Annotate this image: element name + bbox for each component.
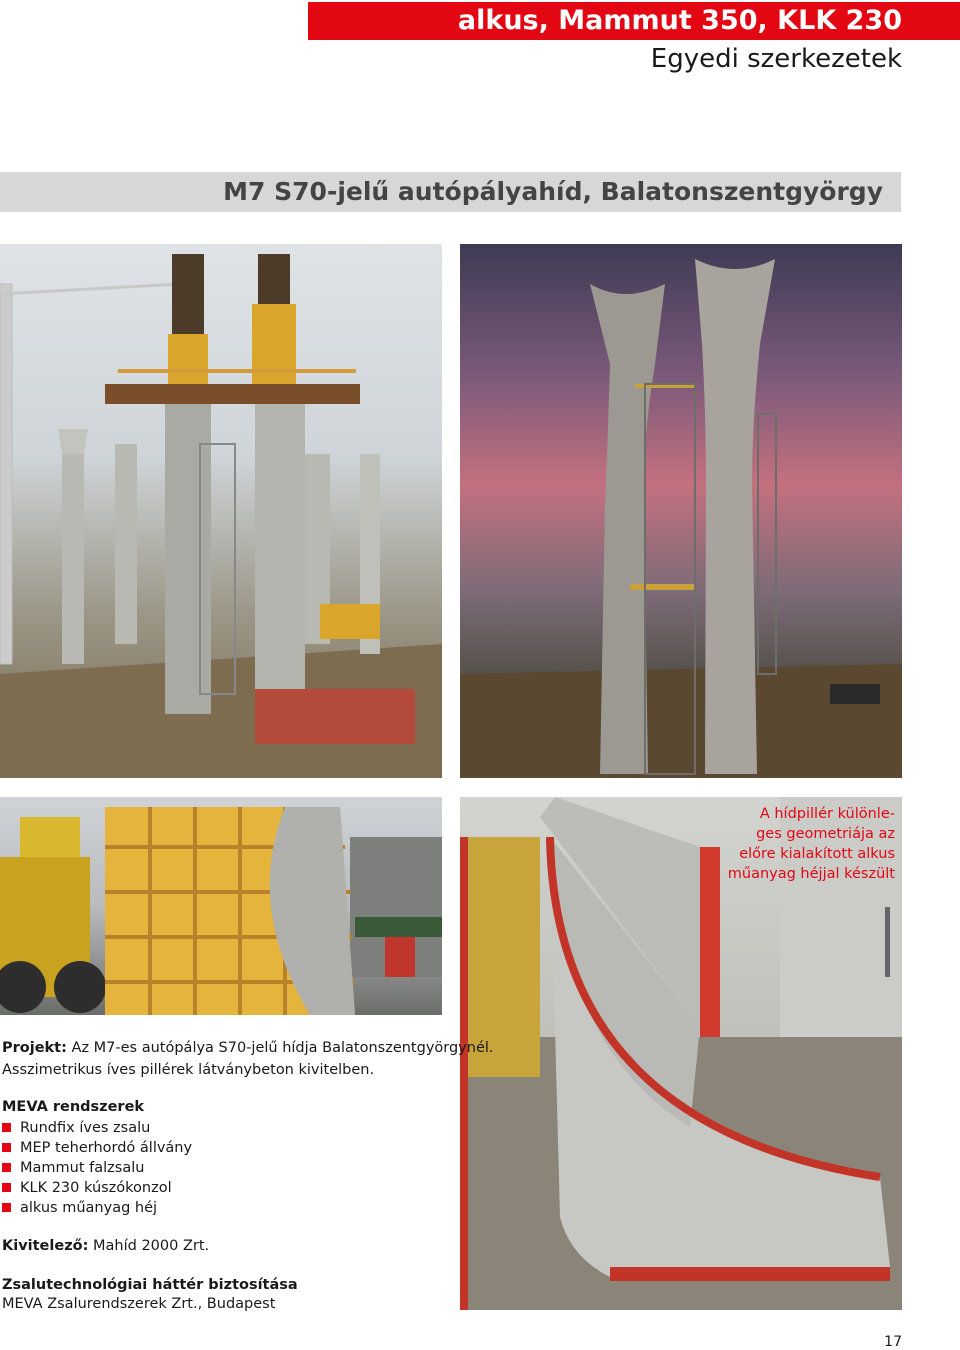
page-number: 17	[884, 1334, 902, 1350]
photo-caption	[700, 804, 895, 884]
list-item-label: KLK 230 kúszókonzol	[20, 1180, 172, 1196]
photo-curved-pillars-sunset	[460, 244, 902, 778]
list-item	[2, 1198, 192, 1218]
project-description: Asszimetrikus íves pillérek látványbeton kivitelben.	[2, 1062, 375, 1078]
list-item-label: alkus műanyag héj	[20, 1200, 158, 1216]
meva-systems-title: MEVA rendszerek	[2, 1099, 145, 1115]
bullet-square-icon	[2, 1123, 11, 1132]
bullet-square-icon	[2, 1163, 11, 1172]
construction-photo-formwork-crane-icon	[0, 797, 442, 1015]
caption-line: műanyag héjjal készült	[727, 866, 895, 882]
bullet-square-icon	[2, 1143, 11, 1152]
list-item	[2, 1118, 192, 1138]
contractor-line	[2, 1238, 209, 1254]
photo-formwork-crane	[0, 797, 442, 1015]
document-title: alkus, Mammut 350, KLK 230	[308, 2, 960, 40]
contractor-value: Mahíd 2000 Zrt.	[93, 1238, 210, 1254]
caption-line: előre kialakított alkus	[739, 846, 895, 862]
project-title-bar: M7 S70-jelű autópályahíd, Balatonszentgyörgy	[0, 172, 901, 212]
caption-line: ges geometriája az	[756, 826, 895, 842]
caption-line: A hídpillér különle-	[759, 806, 895, 822]
meva-systems-list	[2, 1118, 192, 1218]
list-item-label: MEP teherhordó állvány	[20, 1140, 193, 1156]
support-label: Zsalutechnológiai háttér biztosítása	[2, 1277, 298, 1293]
list-item	[2, 1178, 192, 1198]
document-subtitle: Egyedi szerkezetek	[650, 44, 902, 74]
contractor-label: Kivitelező:	[2, 1238, 89, 1254]
support-value: MEVA Zsalurendszerek Zrt., Budapest	[2, 1296, 276, 1312]
list-item	[2, 1158, 192, 1178]
construction-photo-curved-pillars-sunset-icon	[460, 244, 902, 778]
list-item-label: Mammut falzsalu	[20, 1160, 145, 1176]
project-line	[2, 1040, 494, 1056]
list-item-label: Rundfix íves zsalu	[20, 1120, 151, 1136]
construction-photo-pillars-scaffolding-icon	[0, 244, 442, 778]
photo-pillars-scaffolding	[0, 244, 442, 778]
project-text: Az M7-es autópálya S70-jelű hídja Balatonszentgyörgynél.	[71, 1040, 494, 1056]
bullet-square-icon	[2, 1183, 11, 1192]
project-label: Projekt:	[2, 1040, 67, 1056]
list-item	[2, 1138, 192, 1158]
bullet-square-icon	[2, 1203, 11, 1212]
